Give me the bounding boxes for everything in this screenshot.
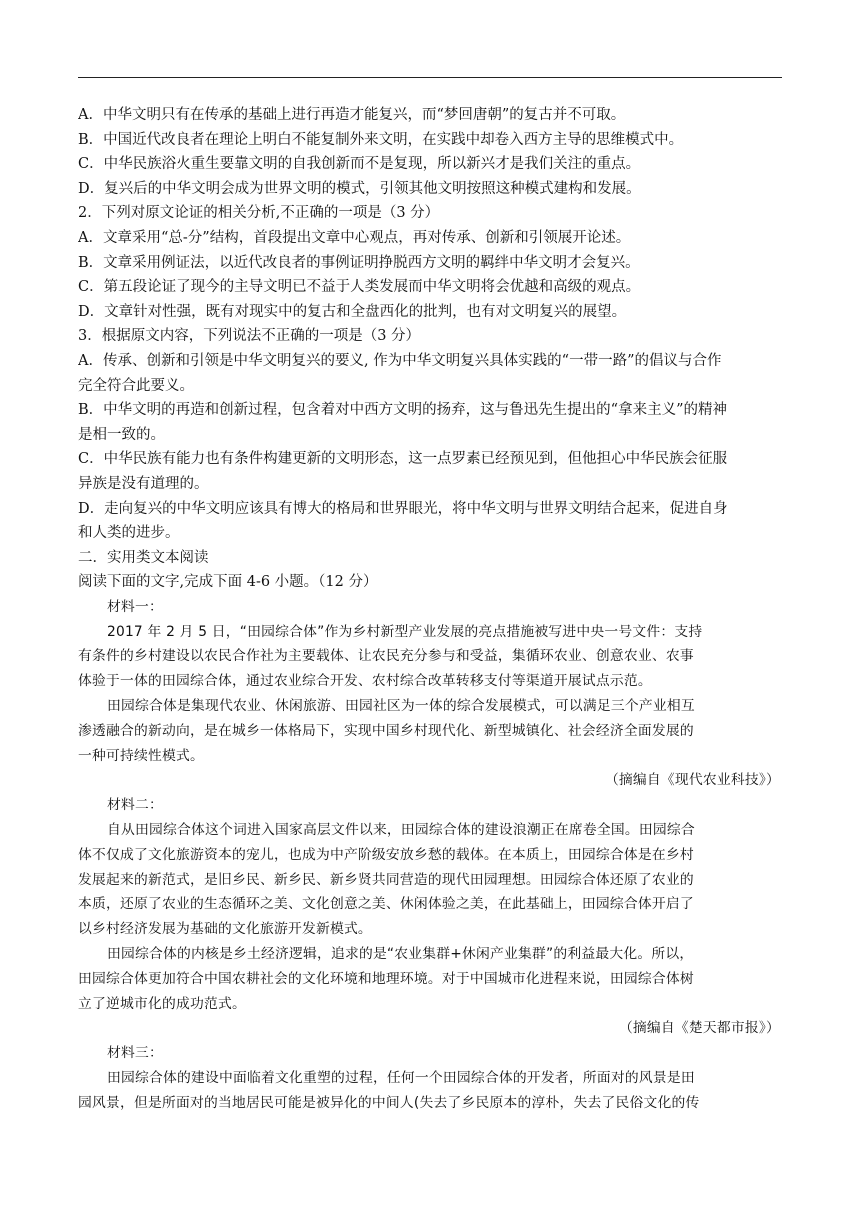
- material1-label: 材料一：: [107, 598, 163, 615]
- material1-p2-line1: 田园综合体是集现代农业、休闲旅游、田园社区为一体的综合发展模式，可以满足三个产业相互: [107, 698, 695, 715]
- q1-option-a: A．中华文明只有在传承的基础上进行再造才能复兴，而“梦回唐朝”的复古并不可取。: [78, 107, 626, 123]
- q2-option-d: D．文章针对性强，既有对现实中的复古和全盘西化的批判，也有对文明复兴的展望。: [78, 303, 627, 320]
- q3-option-a-line1: A．传承、创新和引领是中华文明复兴的要义, 作为中华文明复兴具体实践的“一带一路”的倡议与合作: [78, 352, 722, 369]
- q1-option-c: C．中华民族浴火重生要靠文明的自我创新而不是复现，所以新兴才是我们关注的重点。: [78, 156, 641, 173]
- q3-stem: 3．根据原文内容，下列说法不正确的一项是（3 分）: [78, 328, 421, 345]
- material2-p1-line2: 体不仅成了文化旅游资本的宠儿，也成为中产阶级安放乡愁的载体。在本质上，田园综合体是在乡村: [78, 846, 694, 863]
- q3-option-c-line2: 异族是没有道理的。: [78, 475, 209, 492]
- material2-p1-line3: 发展起来的新范式，是旧乡民、新乡民、新乡贤共同营造的现代田园理想。田园综合体还原了农业的: [78, 871, 694, 888]
- q2-option-c: C．第五段论证了现今的主导文明已不益于人类发展而中华文明将会优越和高级的观点。: [78, 279, 641, 296]
- material1-p2-line2: 渗透融合的新动向，是在城乡一体格局下，实现中国乡村现代化、新型城镇化、社会经济全面发展的: [78, 722, 694, 739]
- q2-stem: 2．下列对原文论证的相关分析,不正确的一项是（3 分）: [78, 205, 440, 222]
- material2-source: （摘编自《楚天都市报》）: [618, 1020, 780, 1037]
- material2-p1-line1: 自从田园综合体这个词进入国家高层文件以来，田园综合体的建设浪潮正在席卷全国。田园综合: [107, 822, 695, 839]
- q3-option-c-line1: C．中华民族有能力也有条件构建更新的文明形态，这一点罗素已经预见到，但他担心中华民族会征服: [78, 451, 728, 468]
- material1-source: （摘编自《现代农业科技》）: [604, 772, 780, 789]
- q3-option-a-line2: 完全符合此要义。: [78, 377, 194, 394]
- q2-option-b: B．文章采用例证法，以近代改良者的事例证明挣脱西方文明的羁绊中华文明才会复兴。: [78, 254, 640, 271]
- q3-option-d-line2: 和人类的进步。: [78, 525, 180, 542]
- section2-title: 二．实用类文本阅读: [78, 549, 209, 566]
- material3-p1-line2: 园风景，但是所面对的当地居民可能是被异化的中间人(失去了乡民原本的淳朴，失去了民俗文化的传: [78, 1094, 700, 1111]
- material1-p2-line3: 一种可持续性模式。: [78, 747, 204, 764]
- q1-option-b: B．中国近代改良者在理论上明白不能复制外来文明，在实践中却卷入西方主导的思维模式中。: [78, 131, 684, 148]
- material1-p1-line2: 有条件的乡村建设以农民合作社为主要载体、让农民充分参与和受益，集循环农业、创意农业、农事: [78, 648, 694, 665]
- header-rule: [78, 77, 782, 78]
- page-content: [78, 103, 782, 1116]
- q3-option-d-line1: D．走向复兴的中华文明应该具有博大的格局和世界眼光，将中华文明与世界文明结合起来，促进自身: [78, 500, 728, 517]
- material2-label: 材料二：: [107, 797, 163, 814]
- material2-p2-line1: 田园综合体的内核是乡土经济逻辑，追求的是“农业集群+休闲产业集群”的利益最大化。所以，: [107, 946, 694, 963]
- q1-option-d: D．复兴后的中华文明会成为世界文明的模式，引领其他文明按照这种模式建构和发展。: [78, 180, 641, 197]
- material1-p1-line3: 体验于一体的田园综合体，通过农业综合开发、农村综合改革转移支付等渠道开展试点示范。: [78, 673, 652, 690]
- q3-option-b-line2: 是相一致的。: [78, 426, 165, 443]
- material2-p2-line2: 田园综合体更加符合中国农耕社会的文化环境和地理环境。对于中国城市化进程来说，田园综合体树: [78, 970, 694, 987]
- q3-option-b-line1: B．中华文明的再造和创新过程，包含着对中西方文明的扬弃，这与鲁迅先生提出的“拿来主义”的精神: [78, 402, 727, 419]
- material3-label: 材料三：: [107, 1045, 163, 1062]
- q2-option-a: A．文章采用“总-分”结构，首段提出文章中心观点，再对传承、创新和引领展开论述。: [78, 229, 631, 246]
- material2-p2-line3: 立了逆城市化的成功范式。: [78, 995, 246, 1012]
- material2-p1-line4: 本质，还原了农业的生态循环之美、文化创意之美、休闲体验之美，在此基础上，田园综合体开启了: [78, 896, 694, 913]
- section2-instruction: 阅读下面的文字,完成下面 4-6 小题。（12 分）: [78, 574, 378, 591]
- material2-p1-line5: 以乡村经济发展为基础的文化旅游开发新模式。: [78, 921, 372, 938]
- material3-p1-line1: 田园综合体的建设中面临着文化重塑的过程，任何一个田园综合体的开发者，所面对的风景是田: [107, 1070, 695, 1087]
- material1-p1-line1: 2017 年 2 月 5 日，“田园综合体”作为乡村新型产业发展的亮点措施被写进中央一号文件：支持: [107, 623, 703, 640]
